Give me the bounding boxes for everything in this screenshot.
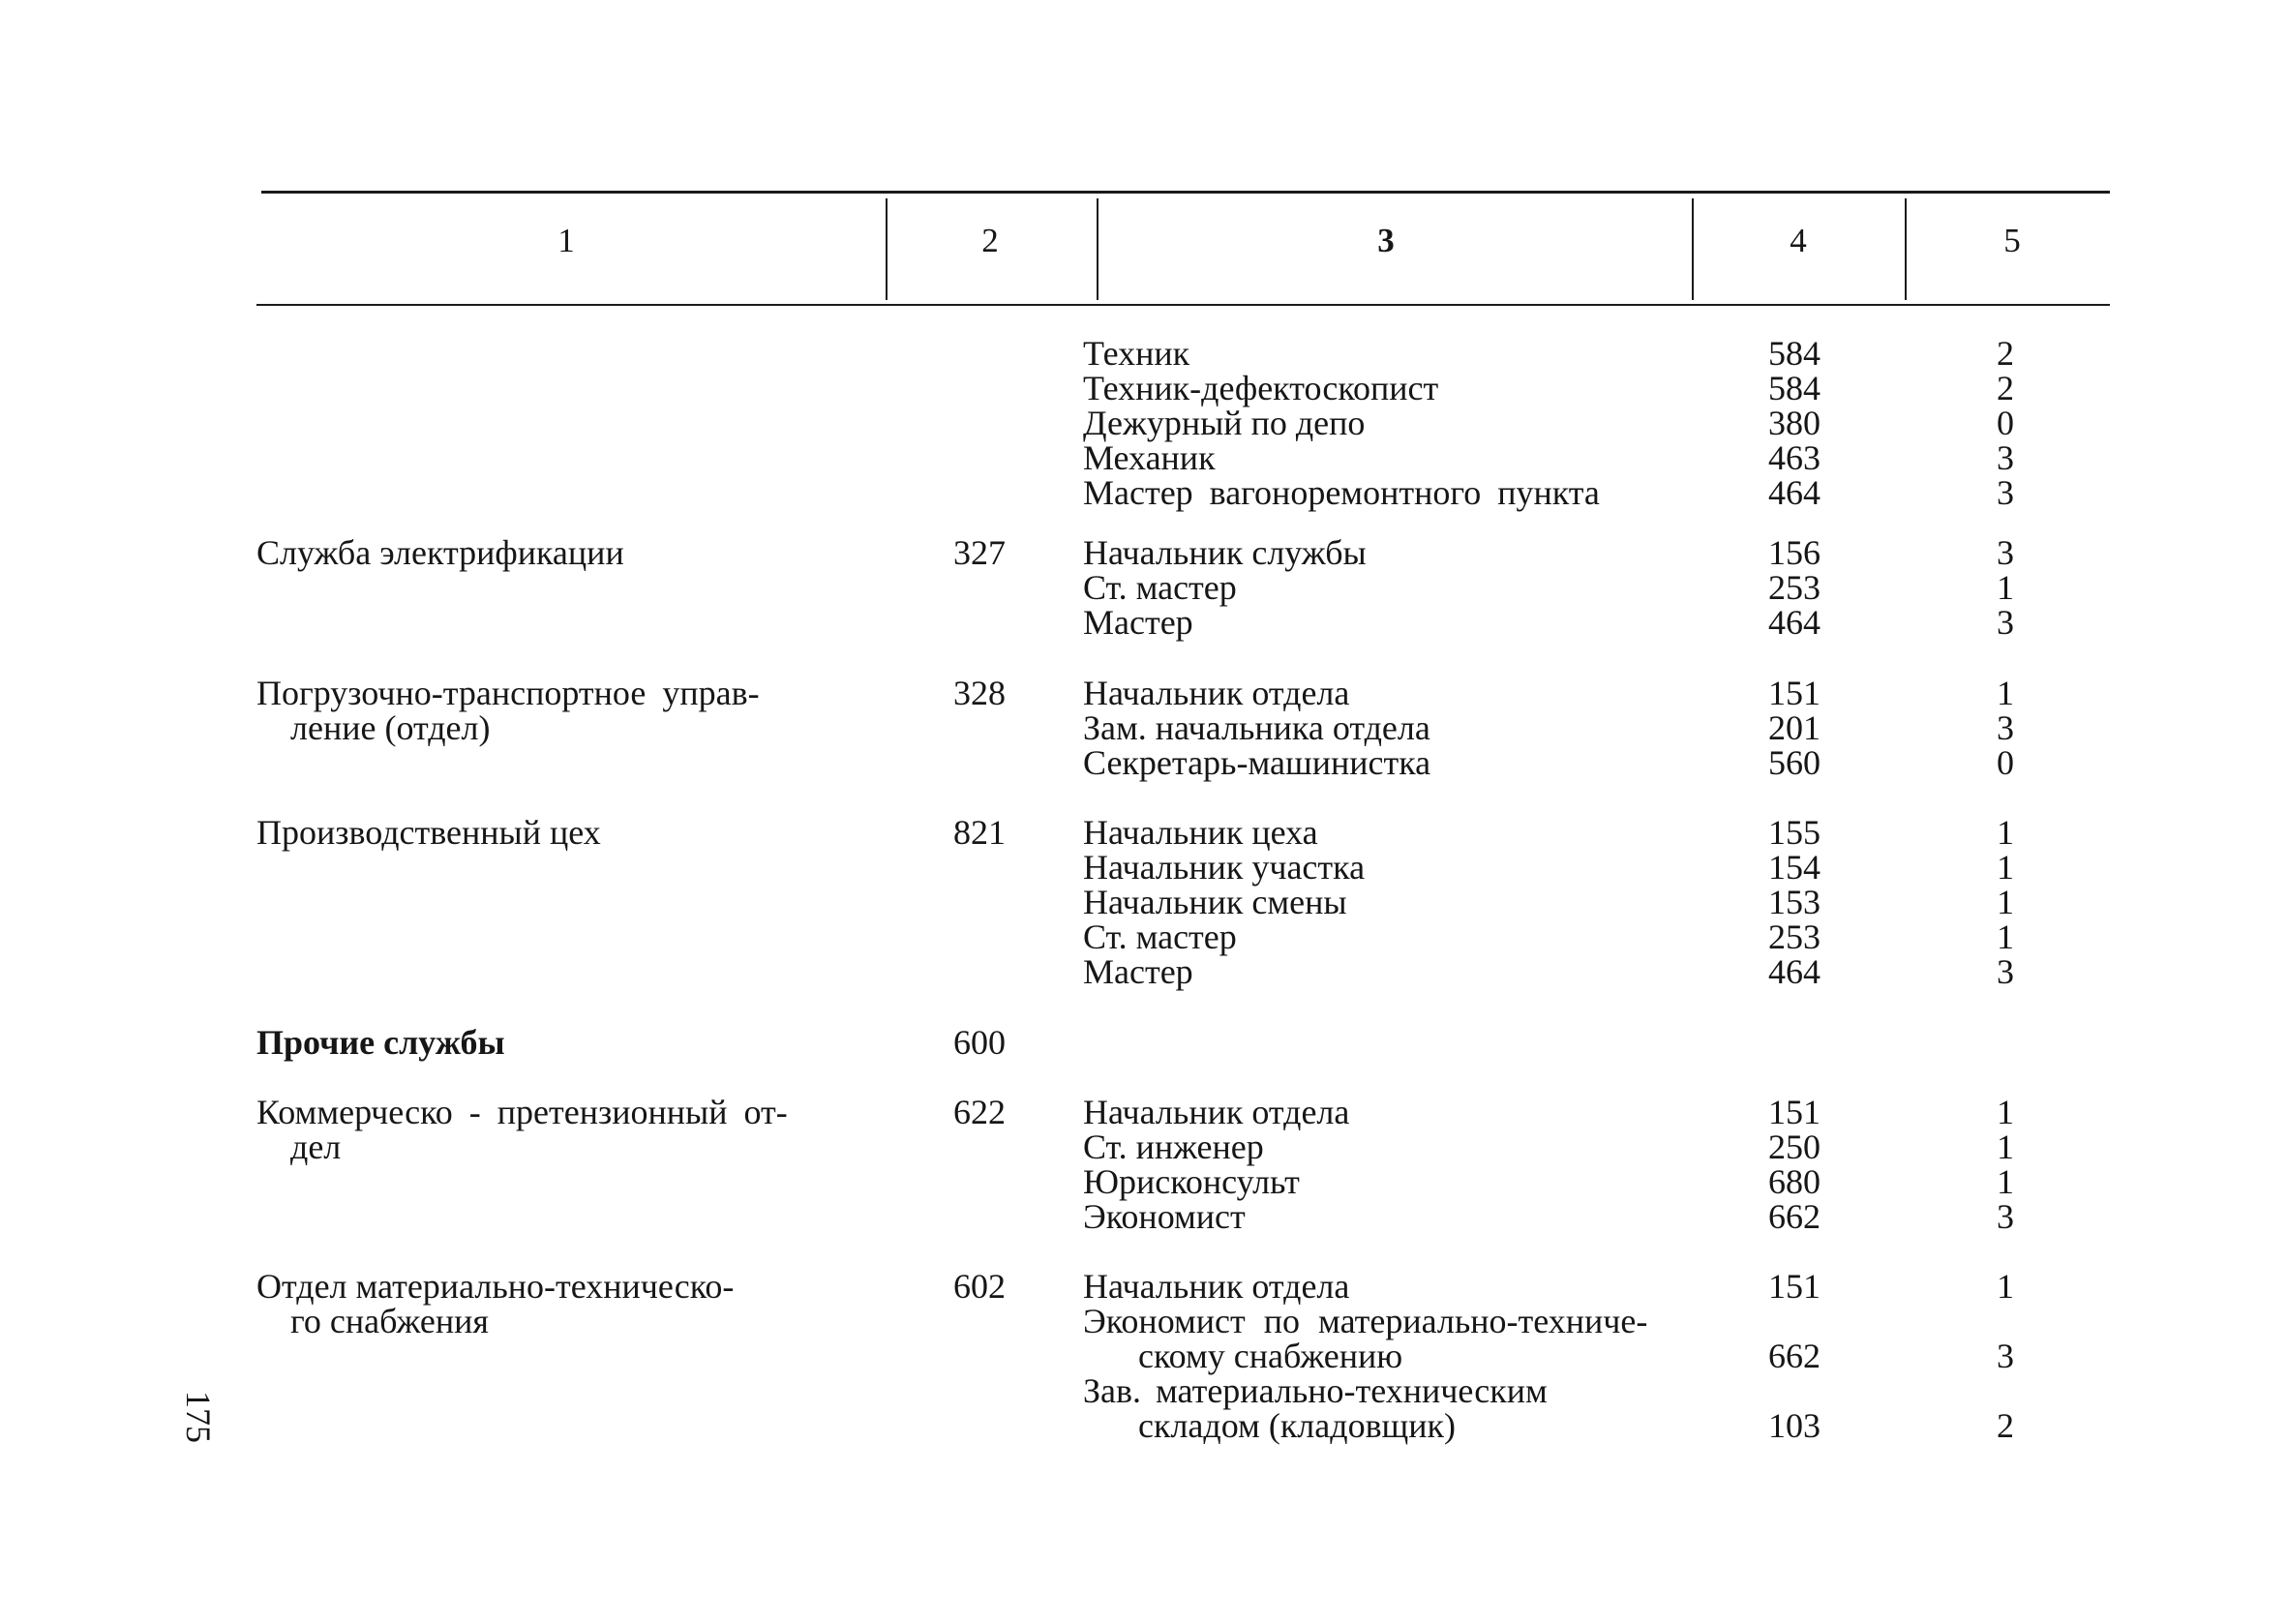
position-name: Механик [1083, 438, 1216, 477]
position-code: 155 [1768, 813, 1821, 852]
position-code: 253 [1768, 568, 1821, 607]
position-code: 380 [1768, 404, 1821, 442]
header-col-4: 4 [1790, 222, 1807, 259]
position-name: Начальник смены [1083, 883, 1347, 921]
department-code: 327 [953, 533, 1006, 572]
department-name: Отдел материально-техническо- [256, 1267, 735, 1306]
header-col-5: 5 [2003, 222, 2021, 259]
position-category: 1 [1997, 883, 2014, 921]
position-category: 1 [1997, 848, 2014, 887]
position-name: Мастер [1083, 603, 1193, 642]
position-category: 2 [1997, 1406, 2014, 1445]
position-code: 464 [1768, 603, 1821, 642]
department-code: 622 [953, 1093, 1006, 1131]
position-code: 201 [1768, 708, 1821, 747]
position-code: 250 [1768, 1128, 1821, 1166]
position-code: 151 [1768, 674, 1821, 712]
position-code: 584 [1768, 369, 1821, 407]
position-code: 253 [1768, 917, 1821, 956]
position-name: Начальник участка [1083, 848, 1366, 887]
position-code: 560 [1768, 743, 1821, 782]
position-category: 3 [1997, 438, 2014, 477]
position-code: 154 [1768, 848, 1821, 887]
department-code: 821 [953, 813, 1006, 852]
position-code: 151 [1768, 1093, 1821, 1131]
position-name: Начальник отдела [1083, 1267, 1350, 1306]
position-name: Дежурный по депо [1083, 404, 1366, 442]
position-category: 3 [1997, 1337, 2014, 1375]
position-code: 103 [1768, 1406, 1821, 1445]
header-divider-2 [1097, 198, 1098, 300]
position-name: Начальник цеха [1083, 813, 1318, 852]
position-code: 463 [1768, 438, 1821, 477]
position-category: 0 [1997, 404, 2014, 442]
position-name: Начальник отдела [1083, 674, 1350, 712]
position-category: 3 [1997, 1197, 2014, 1236]
position-code: 153 [1768, 883, 1821, 921]
position-category: 1 [1997, 1093, 2014, 1131]
position-category: 1 [1997, 1128, 2014, 1166]
position-name: Ст. мастер [1083, 917, 1237, 956]
position-name: Начальник службы [1083, 533, 1367, 572]
department-name-cont: ление (отдел) [290, 708, 491, 747]
position-code: 464 [1768, 473, 1821, 512]
position-code: 662 [1768, 1197, 1821, 1236]
position-category: 3 [1997, 952, 2014, 991]
position-name: Экономист по материально-техниче- [1083, 1302, 1648, 1340]
department-name: Служба электрификации [256, 533, 624, 572]
position-name: Экономист [1083, 1197, 1246, 1236]
position-code: 662 [1768, 1337, 1821, 1375]
position-name: Мастер вагоноремонтного пункта [1083, 473, 1600, 512]
header-divider-3 [1692, 198, 1694, 300]
position-code: 156 [1768, 533, 1821, 572]
position-name: Зам. начальника отдела [1083, 708, 1430, 747]
page-number: 175 [179, 1391, 218, 1443]
position-category: 1 [1997, 813, 2014, 852]
position-category: 2 [1997, 369, 2014, 407]
department-name: Производственный цех [256, 813, 601, 852]
department-name: Погрузочно-транспортное управ- [256, 674, 760, 712]
department-name: Коммерческо - претензионный от- [256, 1093, 788, 1131]
position-category: 3 [1997, 708, 2014, 747]
department-name-cont: го снабжения [290, 1302, 489, 1340]
position-category: 3 [1997, 473, 2014, 512]
position-name-cont: скому снабжению [1138, 1337, 1403, 1375]
position-name: Мастер [1083, 952, 1193, 991]
position-category: 3 [1997, 603, 2014, 642]
header-col-1: 1 [557, 222, 575, 259]
position-category: 0 [1997, 743, 2014, 782]
position-name: Начальник отдела [1083, 1093, 1350, 1131]
position-name: Техник [1083, 334, 1190, 373]
department-name: Прочие службы [256, 1023, 505, 1062]
position-code: 151 [1768, 1267, 1821, 1306]
position-code: 680 [1768, 1162, 1821, 1201]
position-category: 2 [1997, 334, 2014, 373]
position-category: 1 [1997, 1162, 2014, 1201]
position-category: 1 [1997, 917, 2014, 956]
header-divider-1 [886, 198, 888, 300]
header-col-2: 2 [981, 222, 999, 259]
department-code: 328 [953, 674, 1006, 712]
position-name: Ст. мастер [1083, 568, 1237, 607]
position-code: 584 [1768, 334, 1821, 373]
table-top-rule [261, 191, 2110, 194]
position-category: 1 [1997, 674, 2014, 712]
header-divider-4 [1905, 198, 1907, 300]
position-category: 1 [1997, 568, 2014, 607]
position-category: 3 [1997, 533, 2014, 572]
department-code: 602 [953, 1267, 1006, 1306]
position-category: 1 [1997, 1267, 2014, 1306]
position-name: Юрисконсульт [1083, 1162, 1300, 1201]
position-name-cont: складом (кладовщик) [1138, 1406, 1457, 1445]
department-name-cont: дел [290, 1128, 342, 1166]
position-name: Ст. инженер [1083, 1128, 1264, 1166]
header-col-3: 3 [1377, 222, 1395, 259]
header-bottom-rule [256, 304, 2110, 306]
position-code: 464 [1768, 952, 1821, 991]
position-name: Зав. материально-техническим [1083, 1371, 1548, 1410]
department-code: 600 [953, 1023, 1006, 1062]
position-name: Техник-дефектоскопист [1083, 369, 1439, 407]
position-name: Секретарь-машинистка [1083, 743, 1431, 782]
